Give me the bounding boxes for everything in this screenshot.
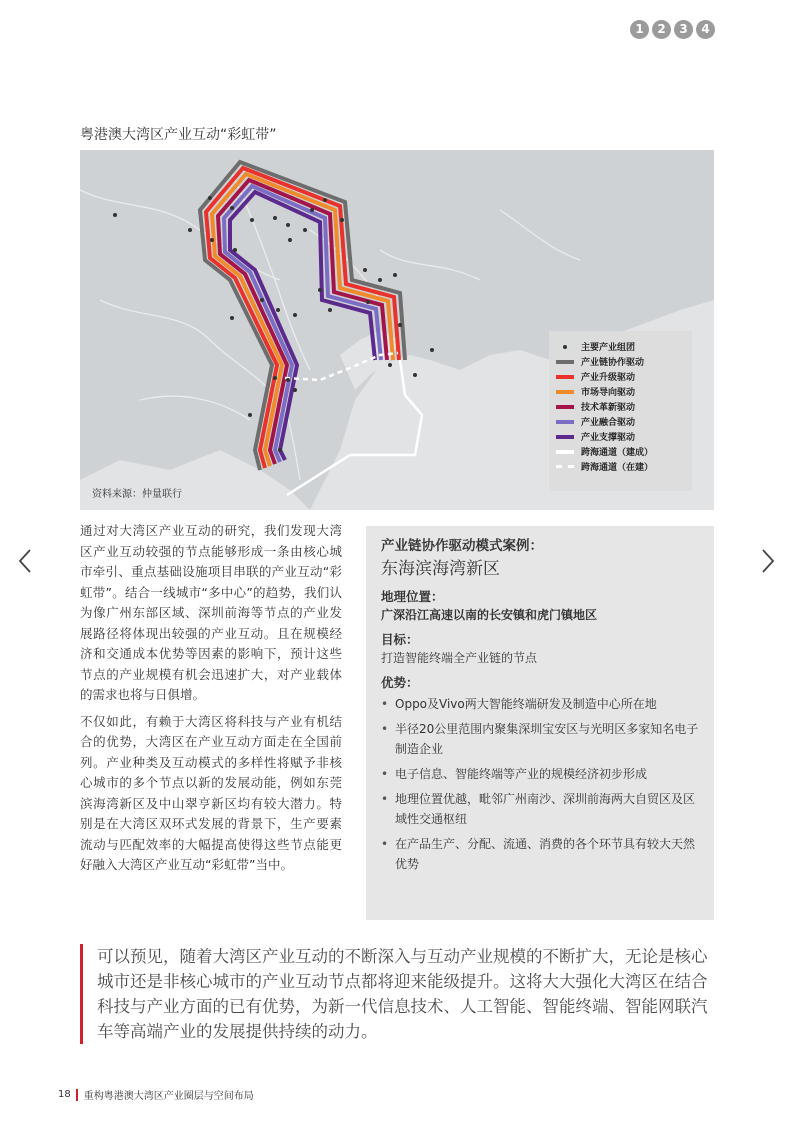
purple-line-icon — [556, 435, 574, 439]
chapter-1-button[interactable]: 1 — [630, 20, 649, 39]
legend-item: 产业升级驱动 — [555, 369, 686, 384]
crimson-line-icon — [556, 405, 574, 409]
chapter-3-button[interactable]: 3 — [674, 20, 693, 39]
case-heading: 产业链协作驱动模式案例： — [381, 538, 543, 554]
list-item: • 在产品生产、分配、流通、消费的各个环节具有较大天然优势 — [381, 834, 700, 874]
legend-item: 产业融合驱动 — [555, 414, 686, 429]
chapter-4-button[interactable]: 4 — [696, 20, 715, 39]
legend-item: 产业支撑驱动 — [555, 429, 686, 444]
advantages-label: 优势： — [381, 675, 419, 690]
rainbow-belt-map — [80, 150, 714, 510]
legend-item: 主要产业组团 — [555, 339, 686, 354]
list-item: • 地理位置优越，毗邻广州南沙、深圳前海两大自贸区及区域性交通枢纽 — [381, 789, 700, 829]
location-value: 广深沿江高速以南的长安镇和虎门镇地区 — [381, 608, 598, 622]
page-footer — [58, 1087, 254, 1102]
orange-line-icon — [556, 390, 574, 394]
white-line-icon — [556, 450, 574, 454]
list-item: • 电子信息、智能终端等产业的规模经济初步形成 — [381, 764, 700, 784]
grey-line-icon — [556, 360, 574, 364]
goal-value: 打造智能终端全产业链的节点 — [381, 651, 538, 665]
pull-quote: 可以预见，随着大湾区产业互动的不断深入与互动产业规模的不断扩大，无论是核心城市还是非核心城市的产业互动节点都将迎来能级提升。这将大大强化大湾区在结合科技与产业方面的已有优势，为新一代信息技术、人工智能、智能终端、智能网联汽车等高端产业的发展提供持续的动力。 — [80, 944, 720, 1044]
case-study-box — [366, 526, 714, 920]
legend-item: 产业链协作驱动 — [555, 354, 686, 369]
body-text — [80, 521, 342, 882]
previous-page-arrow-icon[interactable] — [18, 548, 32, 574]
footer-divider — [76, 1089, 78, 1101]
map-source: 资料来源：仲量联行 — [92, 489, 182, 500]
chapter-2-button[interactable]: 2 — [652, 20, 671, 39]
white-dashed-line-icon — [556, 465, 574, 468]
advantages-list — [381, 694, 700, 874]
footer-title: 重构粤港澳大湾区产业圈层与空间布局 — [83, 1091, 254, 1102]
next-page-arrow-icon[interactable] — [761, 548, 775, 574]
cluster-dot-icon — [563, 345, 567, 349]
location-label: 地理位置： — [381, 589, 444, 604]
list-item: • Oppo及Vivo两大智能终端研发及制造中心所在地 — [381, 694, 700, 714]
body-paragraph-1: 通过对大湾区产业互动的研究，我们发现大湾区产业互动较强的节点能够形成一条由核心城市牵引、重点基础设施项目串联的产业互动“彩虹带”。结合一线城市“多中心”的趋势，我们认为像广州东部区域、深圳前海等节点的产业发展路径将体现出较强的产业互动。且在规模经济和交通成本优势等因素的影响下，预计这些节点的产业规模有机会迅速扩大，对产业载体的需求也将与日俱增。 — [80, 523, 342, 702]
page-number: 18 — [58, 1089, 71, 1100]
map-title: 粤港澳大湾区产业互动“彩虹带” — [80, 127, 277, 143]
red-line-icon — [556, 375, 574, 379]
body-paragraph-2: 不仅如此，有赖于大湾区将科技与产业有机结合的优势，大湾区在产业互动方面走在全国前列。产业种类及互动模式的多样性将赋予非核心城市的多个节点以新的发展动能，例如东莞滨海湾新区及中山翠亨新区均有较大潜力。特别是在大湾区双环式发展的背景下，生产要素流动与匹配效率的大幅提高使得这些节点能更好融入大湾区产业互动“彩虹带”当中。 — [80, 713, 342, 872]
legend-item: 跨海通道（建成） — [555, 444, 686, 459]
list-item: • 半径20公里范围内聚集深圳宝安区与光明区多家知名电子制造企业 — [381, 719, 700, 759]
legend-item: 市场导向驱动 — [555, 384, 686, 399]
case-name: 东海滨海湾新区 — [381, 559, 500, 579]
map-legend — [549, 331, 692, 491]
chapter-nav — [630, 20, 715, 39]
goal-label: 目标： — [381, 632, 419, 647]
legend-item: 跨海通道（在建） — [555, 459, 686, 474]
lavender-line-icon — [556, 420, 574, 424]
legend-item: 技术革新驱动 — [555, 399, 686, 414]
